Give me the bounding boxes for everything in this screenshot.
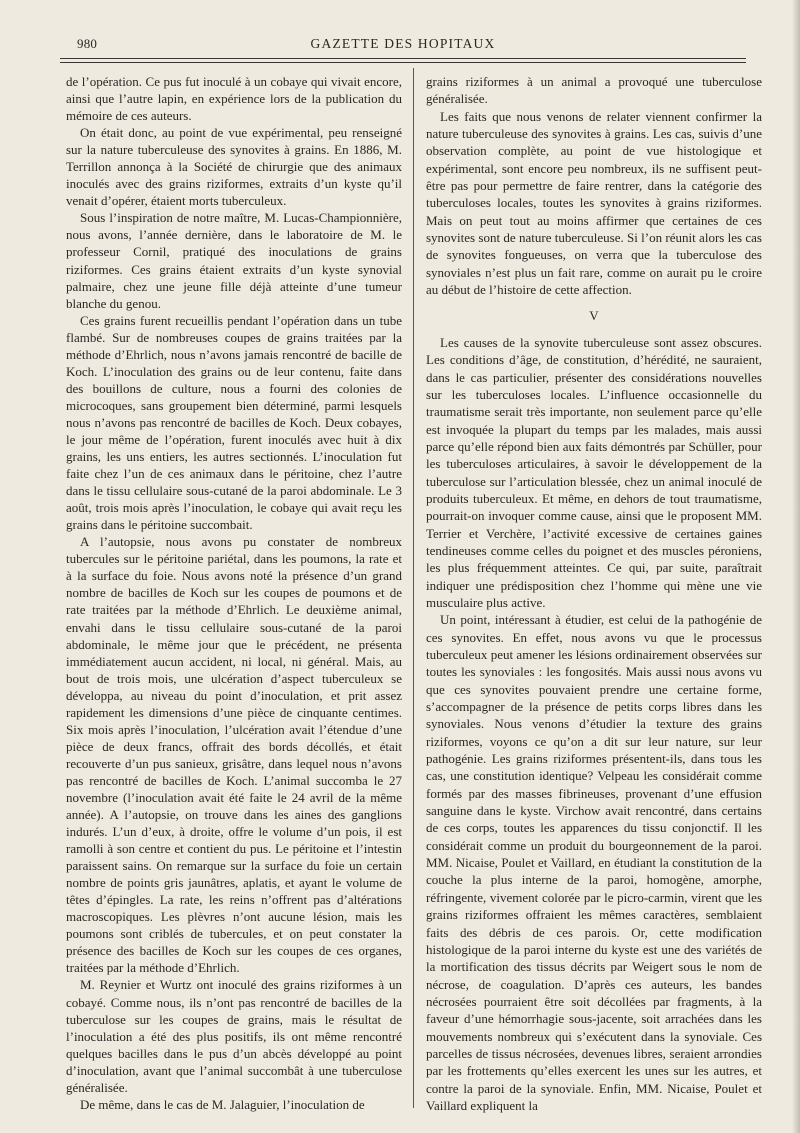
page-number: 980 <box>77 36 98 51</box>
paragraph: On était donc, au point de vue expérimental, peu renseigné sur la nature tuberculeuse des synovites à grains. En 1886, M. Terrillon annonça à la Société de chirurgie que des animaux inoculés avec des grains riziformes, extraits d’un kyste qu’il venait d’opérer, étaient morts tuberculeux. <box>66 125 402 209</box>
journal-title: GAZETTE DES HOPITAUX <box>310 36 496 51</box>
paragraph: M. Reynier et Wurtz ont inoculé des grains riziformes à un cobayé. Comme nous, ils n’ont pas rencontré de bacilles de la tuberculose sur les coupes de grains, mais le résultat de l’inoculation a été des plus positifs, ils ont même rencontré quelques bacilles dans le pus d’un abcès développé au point d’inoculation, avant que l’animal succombât à une tuberculose généralisée. <box>66 977 402 1095</box>
right-column <box>426 73 762 1114</box>
paragraph: de l’opération. Ce pus fut inoculé à un cobaye qui vivait encore, ainsi que l’autre lapin, en expérience lors de la publication du mémoire de ces auteurs. <box>66 74 402 124</box>
paragraph: Ces grains furent recueillis pendant l’opération dans un tube flambé. Sur de nombreuses coupes de grains traitées par la méthode d’Ehrlich, nous n’avons jamais rencontré de bacille de Koch. L’inoculation des grains ou de leur contenu, faite dans des bouillons de culture, nous a fourni des colonies de microcoques, sans groupement bien déterminé, parmi lesquels nous n’avons pas rencontré de bacilles de Koch. Deux cobayes, le jour même de l’opération, furent inoculés avec huit à dix grains, les uns entiers, les autres sectionnés. L’inoculation fut faite chez l’un de ces animaux dans le péritoine, chez l’autre dans le tissu cellulaire sous-cutané de la paroi abdominale. Le 3 août, trois mois après l’inoculation, le cobaye qui avait reçu les grains dans le péritoine succombait. <box>66 312 402 533</box>
paragraph: grains riziformes à un animal a provoqué une tuberculose généralisée. <box>426 74 762 107</box>
paragraph: De même, dans le cas de M. Jalaguier, l’inoculation de <box>80 1096 365 1112</box>
section-number: V <box>589 308 599 324</box>
paragraph: Sous l’inspiration de notre maître, M. Lucas-Championnière, nous avons, l’année dernière, dans le laboratoire de M. le professeur Cornil, pratiqué des inoculations de grains riziformes. Ces grains étaient extraits d’un kyste synovial palmaire, chez une jeune fille déjà atteinte d’une tumeur blanche du genou. <box>66 210 402 311</box>
paragraph: A l’autopsie, nous avons pu constater de nombreux tubercules sur le péritoine pariétal, dans les poumons, la rate et à la surface du foie. Nous avons noté la présence d’un grand nombre de bacilles de Koch sur les coupes de poumons et de rate traitées par la méthode d’Ehrlich. Le deuxième animal, envahi dans le tissu cellulaire sous-cutané de la paroi abdominale, le même jour que le précédent, ne présenta immédiatement aucun accident, ni local, ni général. Mais, au bout de trois mois, une ulcération d’aspect tuberculeux se développa, au niveau du point d’inoculation, et prit assez rapidement les dimensions d’une pièce de cinquante centimes. Six mois après l’inoculation, l’ulcération avait l’étendue d’une pièce de deux francs, offrait des bords décollés, et était recouverte d’un pus sanieux, grisâtre, dans lequel nous n’avons pas rencontré de bacilles de Koch. L’animal succomba le 27 novembre (l’inoculation avait été faite le 24 avril de la même année). A l’autopsie, on trouve dans les aines des ganglions indurés. L’un d’eux, à droite, offre le volume d’un pois, il est ramolli à son centre et contient du pus. Le péritoine et l’intestin paraissent sains. On remarque sur la surface du foie un certain nombre de points gris jaunâtres, aplatis, et ayant le volume de têtes d’épingles. La rate, les reins n’offrent pas d’altérations macroscopiques. Les plèvres n’ont aucune lésion, mais les poumons sont criblés de tubercules, et on peut constater la présence des bacilles de Koch sur les coupes de ces organes, traitées par la méthode d’Ehrlich. <box>66 534 402 976</box>
page-header <box>60 34 746 56</box>
header-rule-thin <box>60 62 746 63</box>
paragraph: Les faits que nous venons de relater viennent confirmer la nature tuberculeuse des synovites à grains. Les cas, suivis d’une observation complète, au point de vue histologique et expérimental, sont encore peu nombreux, ils ne suffisent peut-être pas pour permettre de faire rentrer, dans la catégorie des tuberculoses locales, toutes les synovites à grains riziformes. Mais on peut tout au moins affirmer que certaines de ces synovites sont de nature tuberculeuse. Si l’on réunit alors les cas de synovites fongueuses, on verra que la tuberculose des synoviales n’est plus un fait rare, comme on aurait pu le croire au début de l’histoire de cette affection. <box>426 108 762 298</box>
page-edge-shadow <box>792 0 800 1133</box>
left-column <box>66 73 402 1113</box>
paragraph: Les causes de la synovite tuberculeuse sont assez obscures. Les conditions d’âge, de constitution, d’hérédité, ne sauraient, dans le cas particulier, présenter des considérations nouvelles sur les tuberculoses locales. L’influence occasionnelle du traumatisme serait très importante, non seulement parce qu’elle est invoquée la plupart du temps par les malades, mais aussi parce qu’elle répond bien aux faits démontrés par Schüller, pour les tuberculoses articulaires, à savoir le développement de la tuberculose sur l’articulation blessée, chez un animal inoculé de produits tuberculeux. Et même, en dehors de tout traumatisme, pourrait-on invoquer comme cause, ainsi que le proposent MM. Terrier et Verchère, l’activité excessive de certaines gaines tendineuses comme celles du poignet et des muscles péroniens, les plus fréquemment atteintes. Ce qui, par suite, paraîtrait indiquer une prédisposition chez l’homme qui mène une vie musculaire plus active. <box>426 334 762 610</box>
header-rule-thick <box>60 58 746 59</box>
paragraph: Un point, intéressant à étudier, est celui de la pathogénie de ces synovites. En effet, nous avons vu que le processus tuberculeux peut amener les lésions ordinairement observées sur toutes les synoviales : les fongosités. Mais aussi nous avons vu que ces synovites pouvaient prendre une certaine forme, s’accompagner de la présence de petits corps libres dans les synoviales. Nous venons d’étudier la texture des grains riziformes, voyons ce qu’on a dit sur leur nature, sur leur pathogénie. Les grains riziformes présentent-ils, dans tous les cas, une constitution identique? Velpeau les considérait comme formés par des masses fibrineuses, provenant d’une effusion sanguine dans le kyste. Virchow avait rencontré, dans certains de ces corps, toutes les apparences du tissu conjonctif. Il les considérait comme un produit du bourgeonnement de la paroi. MM. Nicaise, Poulet et Vaillard, en étudiant la constitution de la couche la plus interne de la paroi, homogène, amorphe, réfringente, vivement colorée par le picro-carmin, virent que les grains riziformes offraient les mêmes caractères, semblaient faits des débris de ces parois. Or, cette modification histologique de la paroi interne du kyste est une des variétés de la mortification des tissus décrits par Weigert sous le nom de nécrose, de coagulation. D’après ces auteurs, les bandes nécrosées pourraient être soit décollées par fragments, à la faveur d’une hémorrhagie sous-jacente, soit arrachées dans les mouvements nombreux qui s’exécutent dans la synoviale. Ces parcelles de tissus nécrosées, devenues libres, seraient arrondies par les frottements qu’elles exercent les unes sur les autres, et contre la paroi de la synoviale. Enfin, MM. Nicaise, Poulet et Vaillard expliquent la <box>426 612 762 1113</box>
column-divider <box>413 68 414 1108</box>
